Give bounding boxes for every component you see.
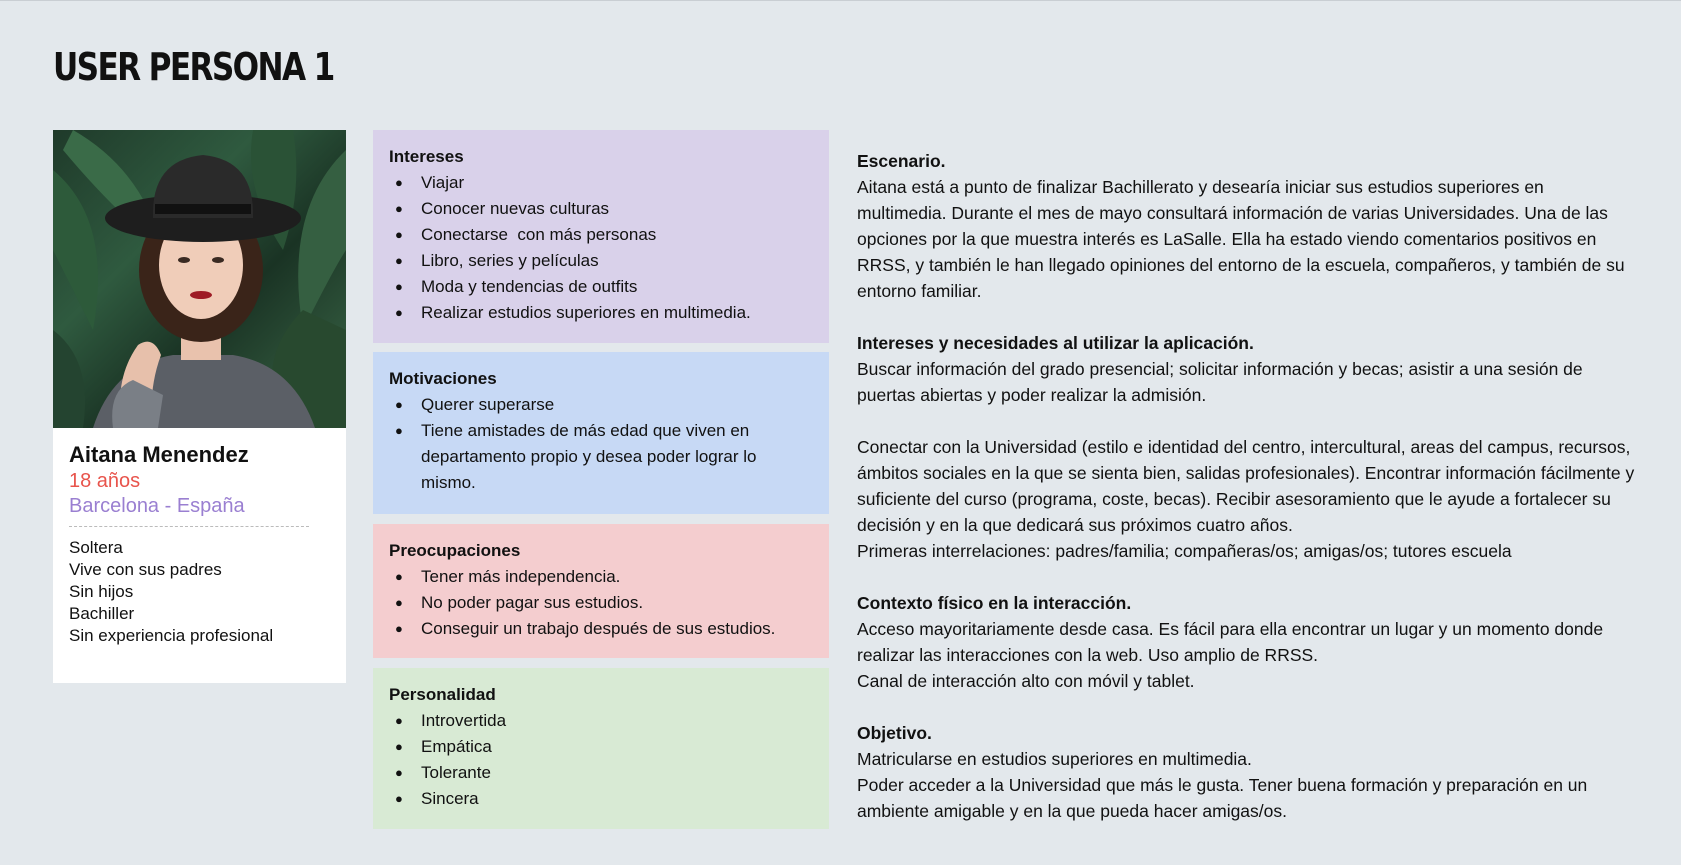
list-item: ● Viajar — [389, 170, 813, 196]
list-item: ● Conseguir un trabajo después de sus estudios. — [389, 616, 813, 642]
escenario-text: Aitana está a punto de finalizar Bachillerato y desearía iniciar sus estudios superiores en multimedia. Durante el mes de mayo consultará información de varias Universidades. Una de las opciones por la que muestra interés es LaSalle. Ella ha estado viendo comentarios positivos en RRSS, y también le han llegado opiniones del entorno de la escuela, compañeros, y también de su entorno familiar. — [857, 177, 1625, 301]
canal-text: Canal de interacción alto con móvil y tablet. — [857, 671, 1195, 691]
preocupaciones-box — [373, 524, 829, 658]
conectar-text: Conectar con la Universidad (estilo e identidad del centro, intercultural, areas del campus, recursos, ámbitos sociales en la que se sienta bien, salidas profesionales). Encontrar información fácilmente y suficiente del curso (programa, coste, becas). Recibir asesoramiento que le ayude a fortalecer su decisión y en la que dedicará sus próximos cuatro años. — [857, 437, 1635, 535]
personalidad-box — [373, 668, 829, 829]
persona-photo — [53, 130, 346, 428]
persona-location: Barcelona - España — [69, 495, 245, 517]
persona-age: 18 años — [69, 470, 141, 492]
scenario-panel — [857, 148, 1637, 850]
fact-item: Soltera — [69, 538, 123, 557]
contexto-title: Contexto físico en la interacción. — [857, 593, 1132, 613]
list-item: ● Introvertida — [389, 708, 813, 734]
list-item: ● Tener más independencia. — [389, 564, 813, 590]
list-item: ● Realizar estudios superiores en multimedia. — [389, 300, 813, 326]
fact-item: Sin experiencia profesional — [69, 626, 274, 645]
necesidades-text: Buscar información del grado presencial; solicitar información y becas; asistir a una sesión de puertas abiertas y poder realizar la admisión. — [857, 359, 1583, 405]
list-item: ● Empática — [389, 734, 813, 760]
list-item: ● Conocer nuevas culturas — [389, 196, 813, 222]
motivaciones-title: Motivaciones — [389, 369, 497, 388]
objetivo-title: Objetivo. — [857, 723, 932, 743]
motivaciones-box — [373, 352, 829, 514]
list-item: ● Tolerante — [389, 760, 813, 786]
necesidades-section — [857, 330, 1637, 408]
contexto-text: Acceso mayoritariamente desde casa. Es fácil para ella encontrar un lugar y un momento donde realizar las interacciones con la web. Uso amplio de RRSS. — [857, 619, 1604, 665]
objetivo-text: Matricularse en estudios superiores en multimedia. — [857, 749, 1252, 769]
preocupaciones-title: Preocupaciones — [389, 541, 521, 560]
divider — [69, 526, 309, 527]
contexto-section — [857, 590, 1637, 694]
list-item: ● Conectarse con más personas — [389, 222, 813, 248]
list-item: ● Libro, series y películas — [389, 248, 813, 274]
fact-item: Vive con sus padres — [69, 560, 222, 579]
necesidades-title: Intereses y necesidades al utilizar la aplicación. — [857, 333, 1254, 353]
escenario-section — [857, 148, 1637, 304]
objetivo-section — [857, 720, 1637, 824]
persona-facts — [69, 537, 330, 647]
list-item: ● Moda y tendencias de outfits — [389, 274, 813, 300]
page-title: USER PERSONA 1 — [53, 45, 334, 89]
list-item: ● Sincera — [389, 786, 813, 812]
conectar-section — [857, 434, 1637, 564]
escenario-title: Escenario. — [857, 151, 946, 171]
fact-item: Sin hijos — [69, 582, 134, 601]
profile-card — [53, 130, 346, 683]
objetivo-text-2: Poder acceder a la Universidad que más le gusta. Tener buena formación y preparación en un ambiente amigable y en la que pueda hacer amigas/os. — [857, 775, 1588, 821]
persona-name: Aitana Menendez — [69, 442, 249, 467]
intereses-title: Intereses — [389, 147, 464, 166]
intereses-box — [373, 130, 829, 343]
list-item: ● No poder pagar sus estudios. — [389, 590, 813, 616]
list-item: ● Querer superarse — [389, 392, 813, 418]
list-item: ● Tiene amistades de más edad que viven en departamento propio y desea poder lograr lo mismo. — [389, 418, 813, 496]
personalidad-title: Personalidad — [389, 685, 496, 704]
fact-item: Bachiller — [69, 604, 135, 623]
relaciones-text: Primeras interrelaciones: padres/familia; compañeras/os; amigas/os; tutores escuela — [857, 541, 1512, 561]
